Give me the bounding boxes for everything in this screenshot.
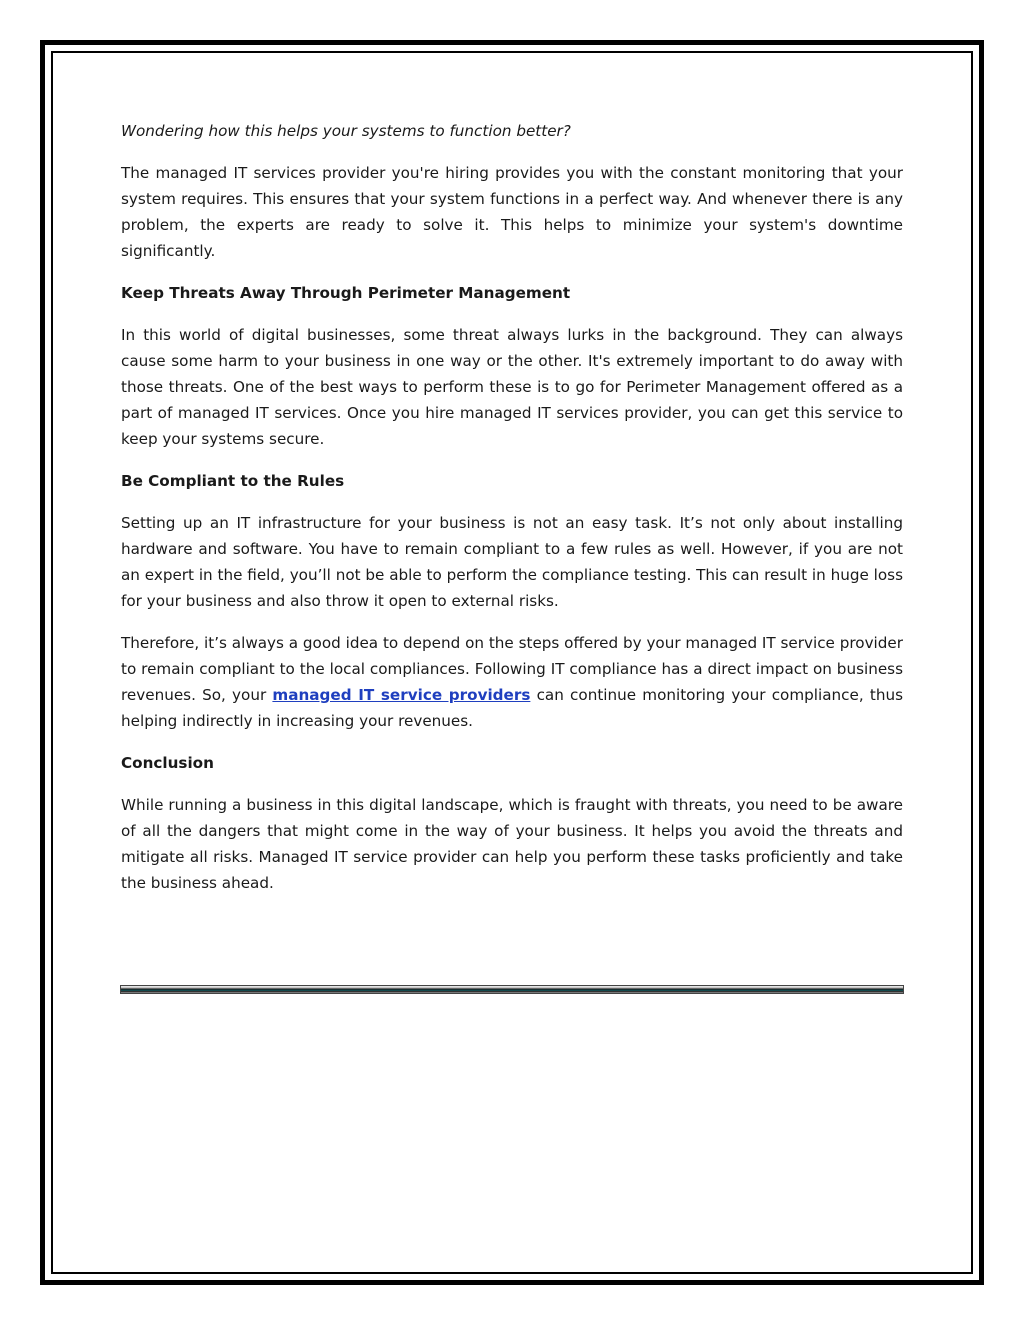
paragraph-perimeter: In this world of digital businesses, some threat always lurks in the background. They can always cause some harm to your business in one way or the other. It's extremely important to do away with those threats. One of the best ways to perform these is to go for Perimeter Management offered as a part of managed IT services. Once you hire managed IT services provider, you can get this service to keep your systems secure. <box>121 326 903 448</box>
managed-it-service-providers-link[interactable]: managed IT service providers <box>272 686 531 704</box>
lead-question: Wondering how this helps your systems to function better? <box>121 122 571 140</box>
compliance-text-before-link: Therefore, it’s always a good idea to depend on the steps offered by your managed IT service provider to remain compliant to the local compliances. Following IT compliance has a direct impact on business revenues. So, your <box>121 634 903 704</box>
paragraph-monitoring: The managed IT services provider you're hiring provides you with the constant monitoring that your system requires. This ensures that your system functions in a perfect way. And whenever there is any problem, the experts are ready to solve it. This helps to minimize your system's downtime significantly. <box>121 164 903 260</box>
paragraph-compliance-infrastructure: Setting up an IT infrastructure for your business is not an easy task. It’s not only about installing hardware and software. You have to remain compliant to a few rules as well. However, if you are not an expert in the field, you’ll not be able to perform the compliance testing. This can result in huge loss for your business and also throw it open to external risks. <box>121 514 903 610</box>
heading-perimeter-management: Keep Threats Away Through Perimeter Management <box>121 284 571 302</box>
heading-be-compliant: Be Compliant to the Rules <box>121 472 345 490</box>
paragraph-compliance-revenues <box>121 630 903 734</box>
document-body <box>121 118 903 912</box>
heading-conclusion: Conclusion <box>121 754 214 772</box>
horizontal-divider <box>120 985 904 994</box>
paragraph-conclusion: While running a business in this digital landscape, which is fraught with threats, you need to be aware of all the dangers that might come in the way of your business. It helps you avoid the threats and mitigate all risks. Managed IT service provider can help you perform these tasks proficiently and take the business ahead. <box>121 796 903 892</box>
compliance-text-after-link: can continue monitoring your compliance, thus helping indirectly in increasing your revenues. <box>121 686 903 730</box>
